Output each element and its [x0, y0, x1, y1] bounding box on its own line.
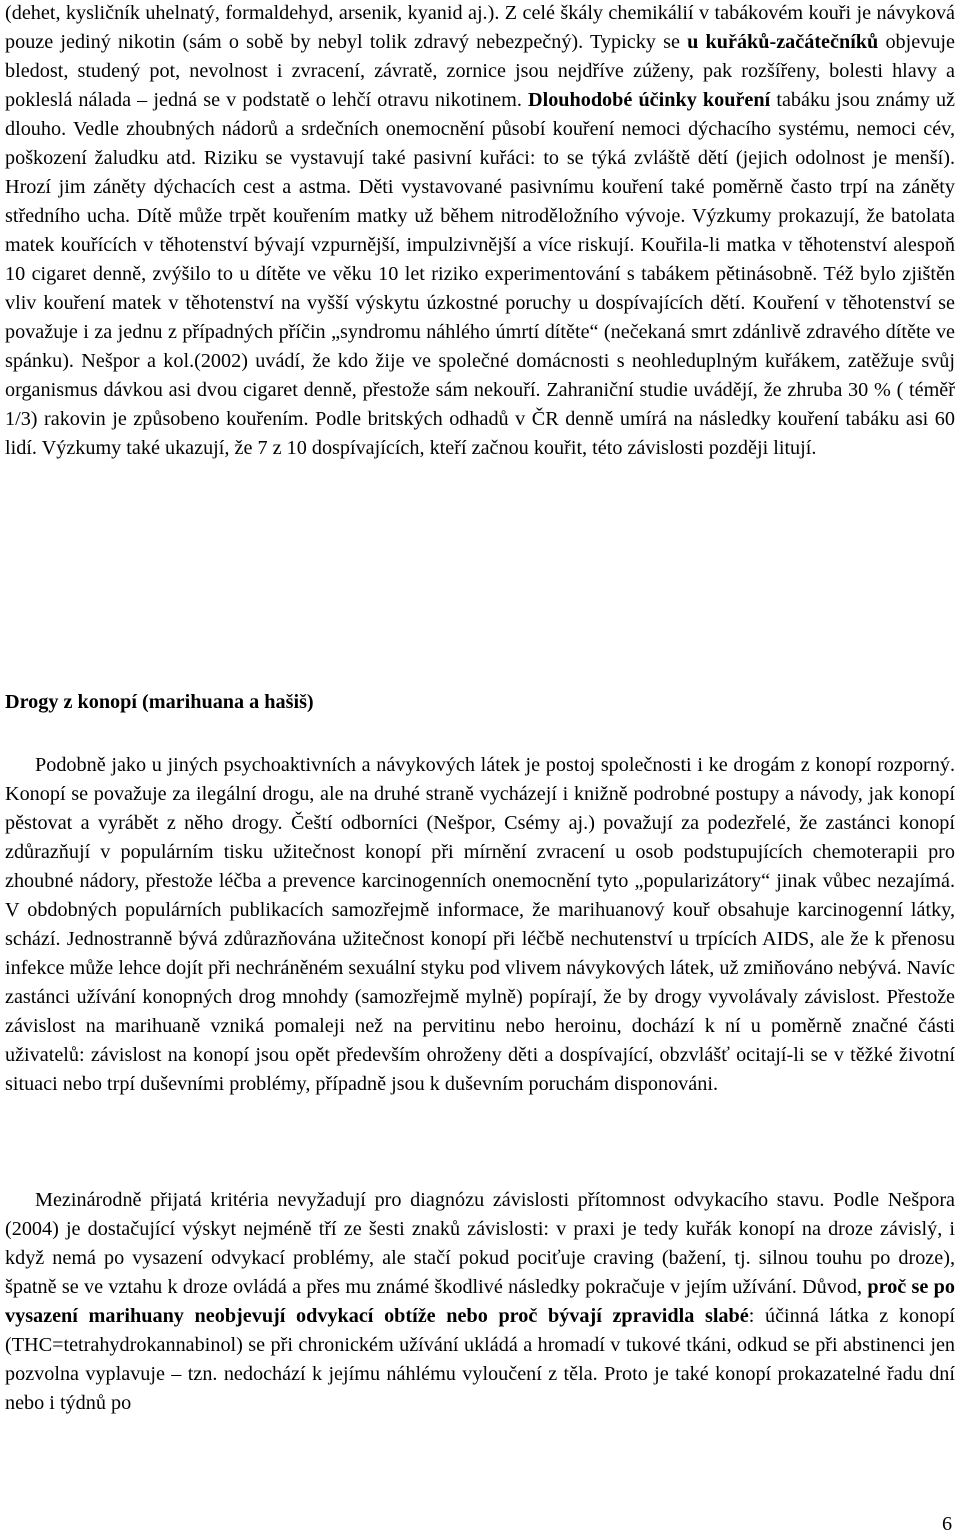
paragraph3-bold-withdrawal: proč se po vysazení marihuany neobjevují odvykací obtíže nebo proč bývají zpravidla slabé [5, 1276, 956, 1327]
paragraph-cannabis-attitudes: Podobně jako u jiných psychoaktivních a návykových látek je postoj společnosti i ke drogám z konopí rozporný. Konopí se považuje za ilegální drogu, ale na druhé straně vycházejí i knižně podrobné postupy a návody, jak konopí pěstovat a vyrábět z něho drogy. Čeští odborníci (Nešpor, Csémy aj.) považují za podezřelé, že zastánci konopí zdůrazňují v populárním tisku užitečnost konopí při mírnění zvracení u osob podstupujících chemoterapii pro zhoubné nádory, přestože léčba a prevence karcinogenních onemocnění tyto „popularizátory“ jinak vůbec nezajímá. V obdobných populárních publikacích samozřejmě informace, že marihuanový kouř obsahuje karcinogenní látky, schází. Jednostranně bývá zdůrazňována užitečnost konopí při léčbě nechutenství u trpících AIDS, ale že k přenosu infekce může lehce dojít při nechráněném sexuální styku pod vlivem návykových látek, už zmiňováno nebývá. Navíc zastánci užívání konopných drog mnohdy (samozřejmě mylně) popírají, že by drogy vyvolávaly závislost. Přestože závislost na marihuaně vzniká pomaleji než na pervitinu nebo heroinu, dochází k ní u poměrně značné části uživatelů: závislost na konopí jsou opět především ohroženy děti a dospívající, obzvlášť ocitají-li se v těžké životní situaci nebo trpí duševními problémy, případně jsou k duševním poruchám disponováni. [5, 754, 955, 1095]
page-number: 6 [942, 1513, 953, 1535]
paragraph-tobacco-effects [0, 0, 960, 463]
paragraph3-lead: Mezinárodně přijatá kritéria nevyžadují pro diagnózu závislosti přítomnost odvykacího stavu. Podle Nešpora (2004) je dostačující výskyt nejméně tří ze šesti znaků závislosti: v praxi je tedy kuřák konopí na droze závislý, i když nemá po vysazení odvykací problémy, ale stačí pokud pociťuje craving (bažení, tj. silnou touhu po droze), špatně se ve vztahu k droze ovládá a přes mu známé škodlivé následky pokračuje v jejím užívání. Důvod, [5, 1189, 955, 1298]
paragraph-dependence-criteria [0, 1186, 960, 1418]
paragraph1-lead: (dehet, kysličník uhelnatý, formaldehyd, arsenik, kyanid aj.). Z celé škály chemikálií v tabákovém kouři je návyková pouze jediný nikotin (sám o sobě by nebyl tolik zdravý nebezpečný). Typicky se [5, 2, 955, 53]
section-heading-cannabis: Drogy z konopí (marihuana a hašiš) [5, 691, 314, 713]
paragraph1-rest: tabáku jsou známy už dlouho. Vedle zhoubných nádorů a srdečních onemocnění působí kouření nemoci dýchacího systému, nemoci cév, poškození žaludku atd. Riziku se vystavují také pasivní kuřáci: to se týká zvláště dětí (jejich odolnost je menší). Hrozí jim záněty dýchacích cest a astma. Děti vystavované pasivnímu kouření také poměrně často trpí na záněty středního ucha. Dítě může trpět kouřením matky už během nitroděložního vývoje. Výzkumy prokazují, že batolata matek kouřících v těhotenství bývají vzpurnější, impulzivnější a více riskují. Kouřila-li matka v těhotenství alespoň 10 cigaret denně, zvýšilo to u dítěte ve věku 10 let riziko experimentování s tabákem pětinásobně. Též bylo zjištěn vliv kouření matek v těhotenství na vyšší výskytu úzkostné poruchy u dospívajících dětí. Kouření v těhotenství se považuje i za jednu z případných příčin „syndromu náhlého úmrtí dítěte“ (nečekaná smrt zdánlivě zdravého dítěte ve spánku). Nešpor a kol.(2002) uvádí, že kdo žije ve společné domácnosti s neohleduplným kuřákem, zatěžuje svůj organismus dávkou asi dvou cigaret denně, přestože sám nekouří. Zahraniční studie uvádějí, že zhruba 30 % ( téměř 1/3) rakovin je způsobeno kouřením. Podle britských odhadů v ČR denně umírá na následky kouření tabáku asi 60 lidí. Výzkumy také ukazují, že 7 z 10 dospívajících, kteří začnou kouřit, této závislosti později litují. [5, 89, 955, 459]
paragraph1-bold-beginners: u kuřáků-začátečníků [687, 31, 879, 53]
paragraph1-bold-long-term: Dlouhodobé účinky kouření [528, 89, 771, 111]
paragraph3-rest: : účinná látka z konopí (THC=tetrahydrokannabinol) se při chronickém užívání ukládá a hromadí v tukové tkáni, odkud se při abstinenci jen pozvolna vyplavuje – tzn. nedochází k jejímu náhlému vyloučení z těla. Proto je také konopí prokazatelné řadu dní nebo i týdnů po [5, 1305, 955, 1414]
paragraph1-mid: objevuje bledost, studený pot, nevolnost i zvracení, závratě, zornice jsou nejdříve zúženy, pak rozšířeny, bolesti hlavy a pokleslá nálada – jedná se v podstatě o lehčí otravu nikotinem. [5, 31, 955, 111]
